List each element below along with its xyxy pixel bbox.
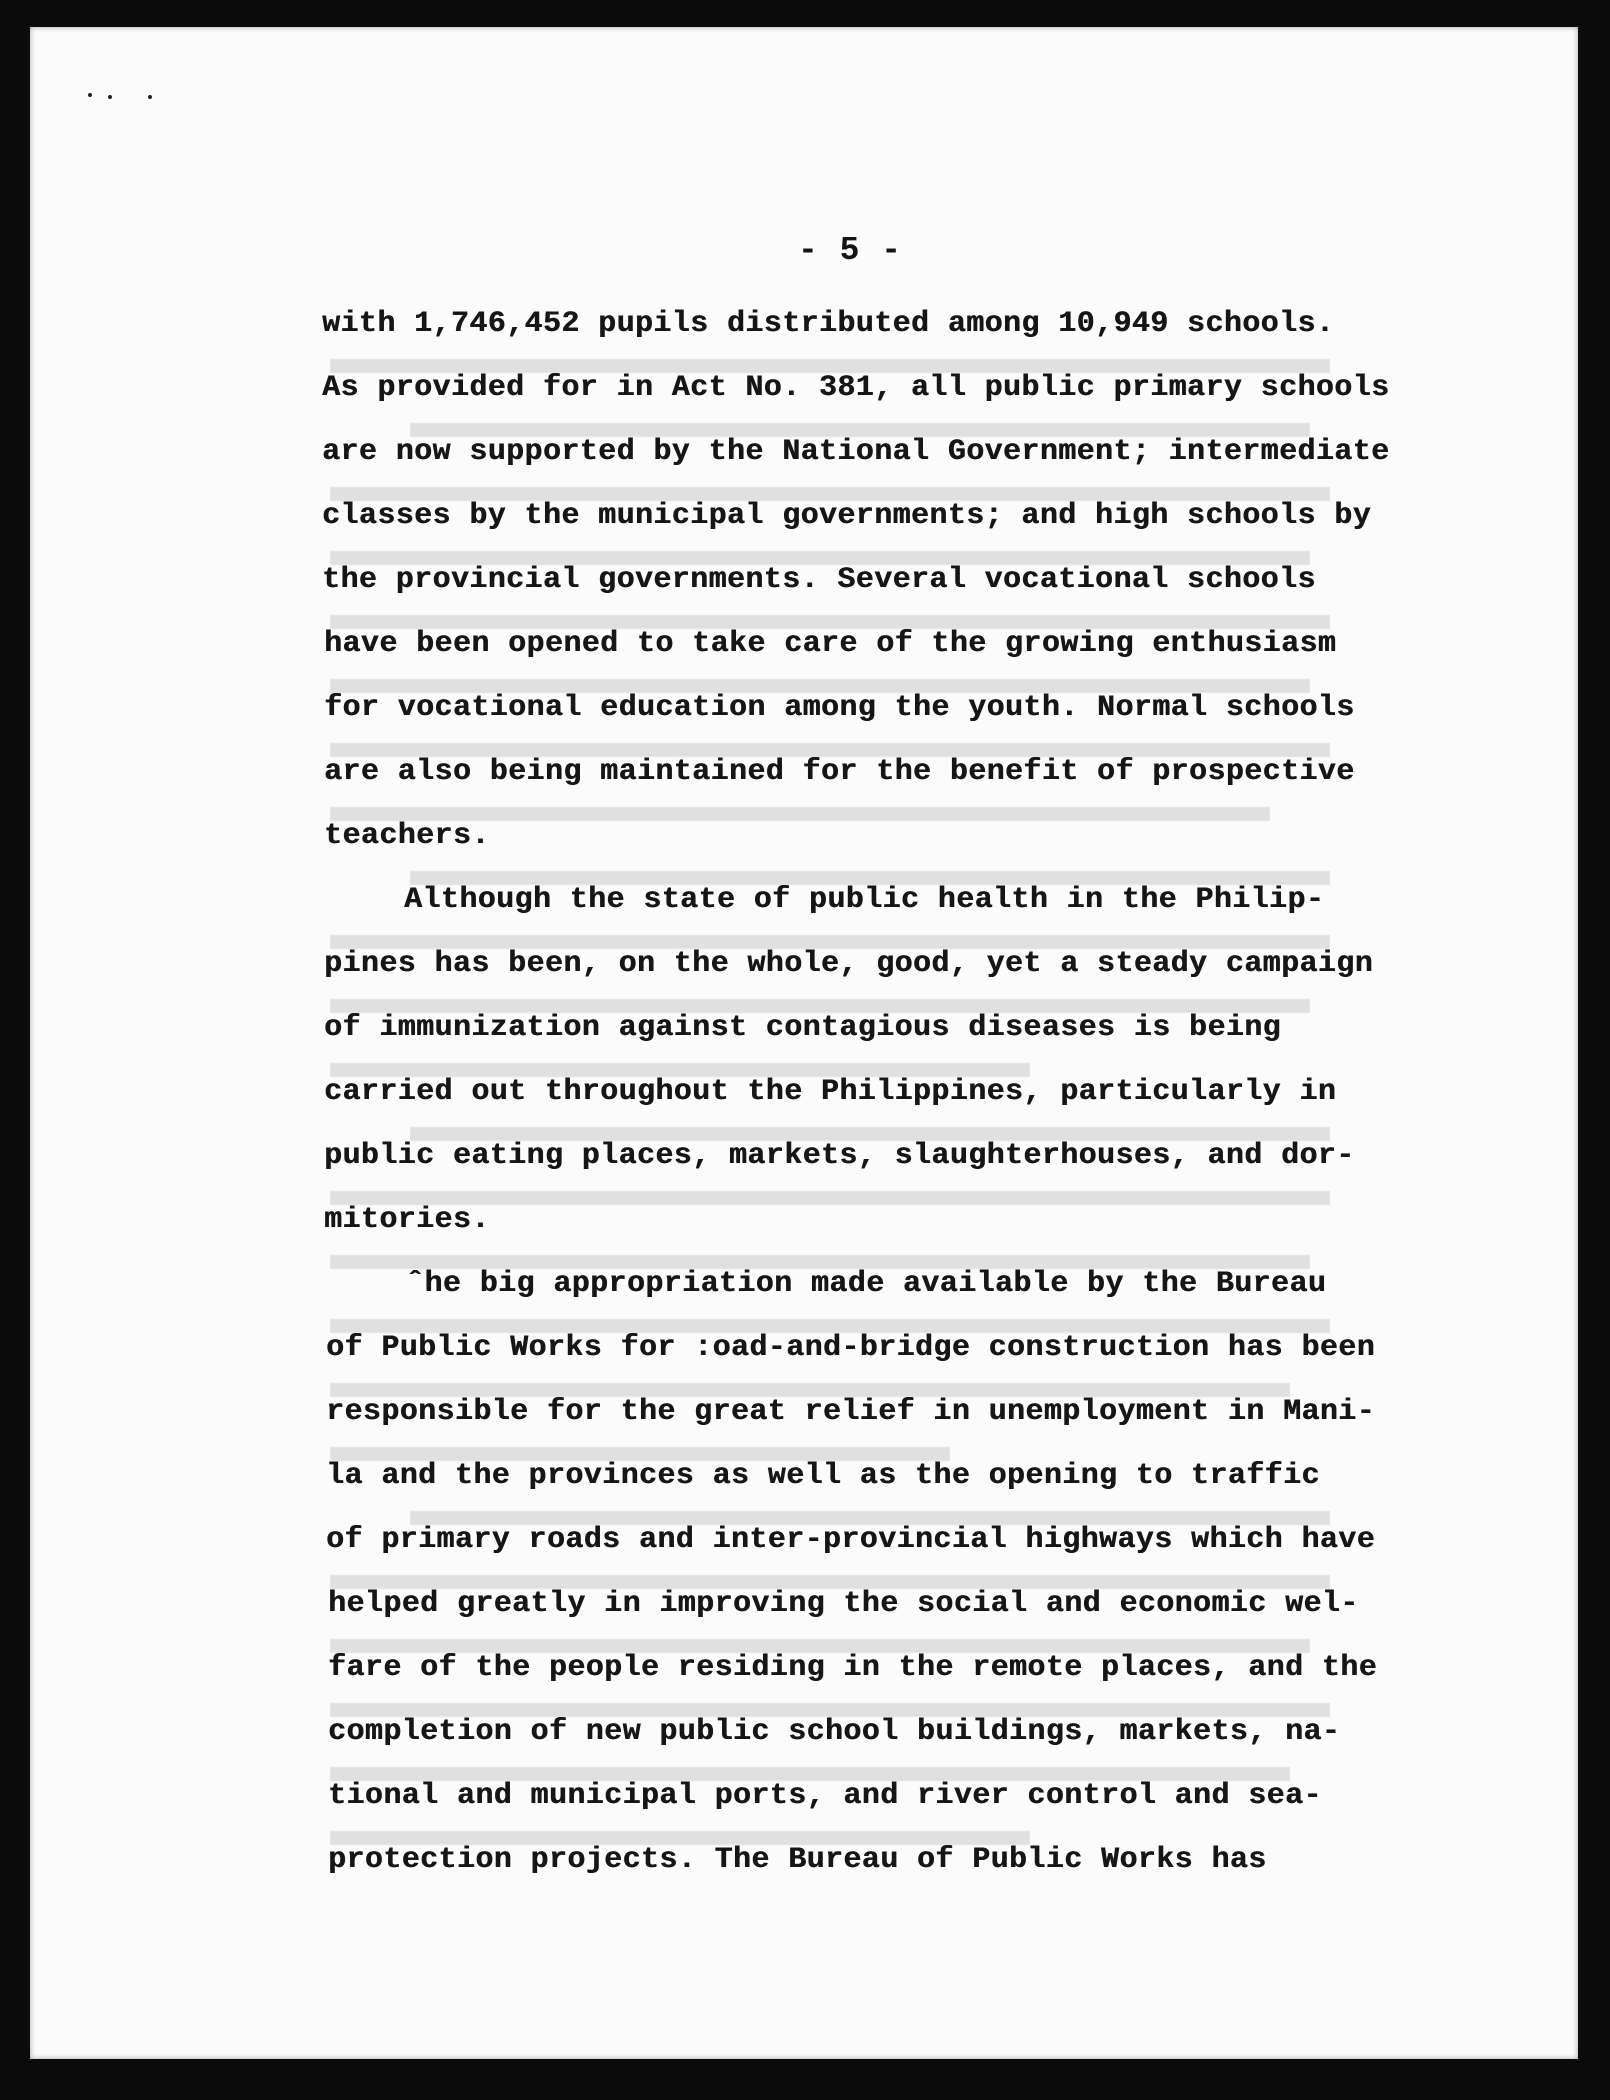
text-line: tional and municipal ports, and river control and sea- [328,1779,1322,1813]
text-line: are now supported by the National Government; intermediate [322,435,1390,469]
text-line: fare of the people residing in the remote places, and the [328,1651,1377,1685]
text-line: carried out throughout the Philippines, particularly in [324,1075,1337,1109]
text-line: Although the state of public health in the Philip- [404,883,1325,917]
text-line: protection projects. The Bureau of Public Works has [328,1843,1267,1877]
text-line: for vocational education among the youth. Normal schools [324,691,1355,725]
dust-speck [148,95,152,99]
text-line: pines has been, on the whole, good, yet a steady campaign [324,947,1373,981]
text-line: of immunization against contagious diseases is being [324,1011,1281,1045]
dust-speck [88,93,92,97]
text-line: ˆhe big appropriation made available by the Bureau [406,1267,1327,1301]
text-line: la and the provinces as well as the opening to traffic [326,1459,1320,1493]
text-line: helped greatly in improving the social and economic wel- [328,1587,1359,1621]
text-line: responsible for the great relief in unemployment in Mani- [326,1395,1375,1429]
text-line: classes by the municipal governments; and high schools by [322,499,1371,533]
text-line: of Public Works for :oad-and-bridge construction has been [326,1331,1375,1365]
text-line: completion of new public school buildings, markets, na- [328,1715,1341,1749]
document-page [30,27,1578,2059]
dust-speck [108,95,112,99]
text-line: are also being maintained for the benefit of prospective [324,755,1355,789]
page-number: - 5 - [797,232,903,269]
text-line: with 1,746,452 pupils distributed among 10,949 schools. [322,307,1335,341]
text-line: mitories. [324,1203,490,1237]
text-line: have been opened to take care of the growing enthusiasm [324,627,1337,661]
text-line: public eating places, markets, slaughterhouses, and dor- [324,1139,1355,1173]
text-line: of primary roads and inter-provincial highways which have [326,1523,1375,1557]
text-line: As provided for in Act No. 381, all public primary schools [322,371,1390,405]
text-line: the provincial governments. Several vocational schools [322,563,1316,597]
text-line: teachers. [324,819,490,853]
